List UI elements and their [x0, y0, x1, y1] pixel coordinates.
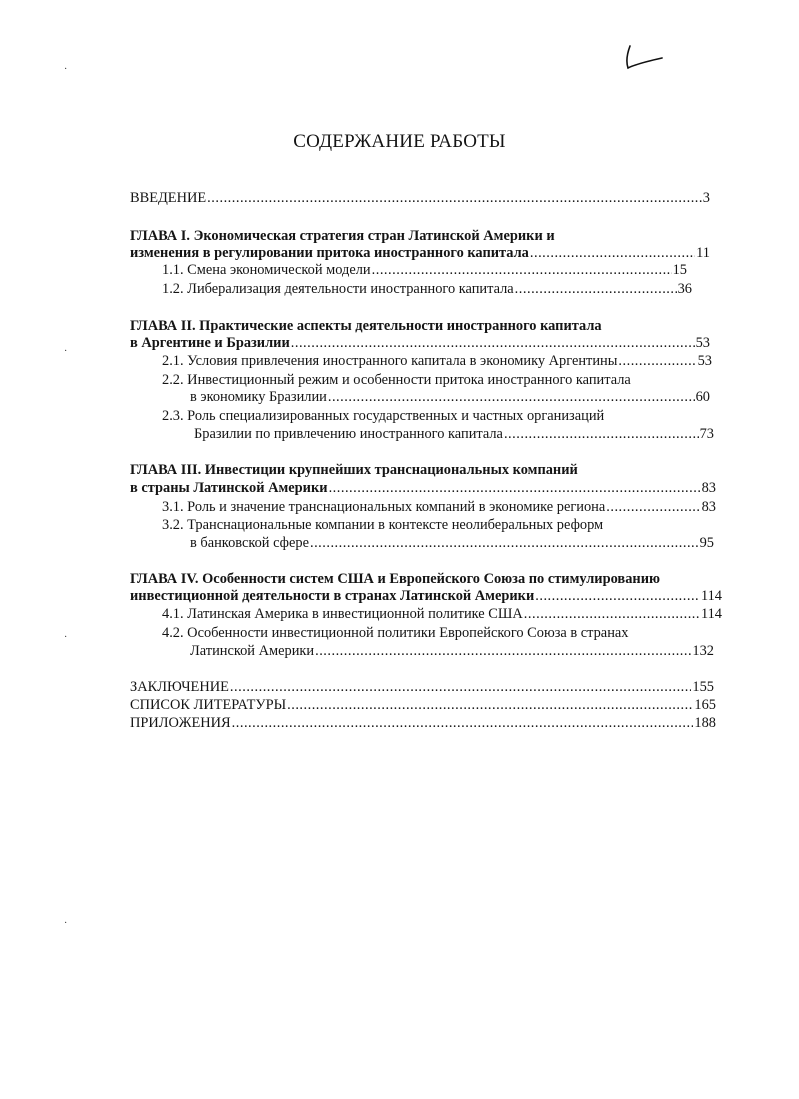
scan-speck: · [64, 64, 68, 75]
toc-entry-4-2-line1: 4.2. Особенности инвестиционной политики Европейского Союза в странах [162, 625, 629, 641]
page-number: 36 [677, 281, 692, 297]
chapter-4-title: ГЛАВА IV. Особенности систем США и Европейского Союза по стимулированию [130, 571, 660, 587]
dot-leader [287, 697, 693, 714]
dot-leader [230, 679, 691, 696]
dot-leader [535, 588, 700, 605]
entry-label: изменения в регулировании притока иностранного капитала [130, 245, 529, 261]
page-number: 114 [700, 606, 722, 622]
entry-label: ПРИЛОЖЕНИЯ [130, 715, 231, 731]
entry-label: СПИСОК ЛИТЕРАТУРЫ [130, 697, 287, 713]
dot-leader [515, 281, 677, 298]
page-number: 83 [701, 499, 716, 515]
page-number: 155 [692, 679, 714, 695]
page-number: 188 [694, 715, 716, 731]
entry-label: инвестиционной деятельности в странах Латинской Америки [130, 588, 535, 604]
page-number: 132 [692, 643, 714, 659]
page-number: 53 [697, 353, 712, 369]
chapter-2-title: ГЛАВА II. Практические аспекты деятельности иностранного капитала [130, 318, 602, 334]
toc-entry-appendix [130, 715, 716, 732]
entry-label: ЗАКЛЮЧЕНИЕ [130, 679, 229, 695]
toc-entry-2-2 [190, 389, 710, 406]
handwritten-mark [618, 44, 668, 74]
scan-speck: · [64, 346, 68, 357]
toc-entry-intro [130, 190, 710, 207]
scan-speck: · [64, 632, 68, 643]
toc-entry-2-1 [162, 353, 712, 370]
toc-entry-3-2-line1: 3.2. Транснациональные компании в контексте неолиберальных реформ [162, 517, 604, 533]
toc-entry-3-1 [162, 499, 716, 516]
dot-leader [329, 480, 701, 497]
entry-label: 1.1. Смена экономической модели [162, 262, 371, 278]
entry-label: в Аргентине и Бразилии [130, 335, 290, 351]
page-title: СОДЕРЖАНИЕ РАБОТЫ [293, 131, 506, 152]
dot-leader [291, 335, 695, 352]
toc-entry-4-1 [162, 606, 722, 623]
dot-leader [232, 715, 694, 732]
toc-entry-chapter-2 [130, 335, 710, 352]
entry-label: 2.1. Условия привлечения иностранного капитала в экономику Аргентины [162, 353, 618, 369]
chapter-3-title: ГЛАВА III. Инвестиции крупнейших транснациональных компаний [130, 462, 578, 478]
toc-entry-1-2 [162, 281, 692, 298]
dot-leader [618, 353, 696, 370]
toc-entry-1-1 [162, 262, 687, 279]
dot-leader [328, 389, 695, 406]
entry-label: Латинской Америки [190, 643, 315, 659]
entry-label: в банковской сфере [190, 535, 309, 551]
toc-entry-2-3-line1: 2.3. Роль специализированных государственных и частных организаций [162, 408, 605, 424]
toc-entry-3-2 [190, 535, 714, 552]
page-number: 15 [672, 262, 687, 278]
scan-speck: · [64, 918, 68, 929]
dot-leader [524, 606, 700, 623]
toc-entry-references [130, 697, 716, 714]
dot-leader [315, 643, 691, 660]
dot-leader [504, 426, 699, 443]
dot-leader [606, 499, 700, 516]
page-number: 165 [694, 697, 716, 713]
page-number: 60 [695, 389, 710, 405]
entry-label: в экономику Бразилии [190, 389, 327, 405]
toc-entry-4-2 [190, 643, 714, 660]
page-number: 95 [699, 535, 714, 551]
entry-label: Бразилии по привлечению иностранного капитала [194, 426, 503, 442]
page-number: 11 [696, 245, 710, 261]
page-number: 83 [701, 480, 716, 496]
dot-leader [530, 245, 695, 262]
dot-leader [372, 262, 672, 279]
chapter-1-title: ГЛАВА I. Экономическая стратегия стран Латинской Америки и [130, 228, 555, 244]
dot-leader [310, 535, 699, 552]
dot-leader [207, 190, 702, 207]
entry-label: 4.1. Латинская Америка в инвестиционной политике США [162, 606, 523, 622]
entry-label: в страны Латинской Америки [130, 480, 328, 496]
page-number: 114 [700, 588, 722, 604]
entry-label: 1.2. Либерализация деятельности иностранного капитала [162, 281, 514, 297]
toc-entry-chapter-1 [130, 245, 710, 262]
toc-entry-conclusion [130, 679, 714, 696]
entry-label: ВВЕДЕНИЕ [130, 190, 207, 206]
page-number: 53 [695, 335, 710, 351]
toc-entry-chapter-4 [130, 588, 722, 605]
entry-label: 3.1. Роль и значение транснациональных компаний в экономике региона [162, 499, 606, 515]
toc-entry-2-3 [194, 426, 714, 443]
page-number: 73 [699, 426, 714, 442]
page-number: 3 [702, 190, 710, 206]
toc-entry-chapter-3 [130, 480, 716, 497]
toc-entry-2-2-line1: 2.2. Инвестиционный режим и особенности притока иностранного капитала [162, 372, 631, 388]
